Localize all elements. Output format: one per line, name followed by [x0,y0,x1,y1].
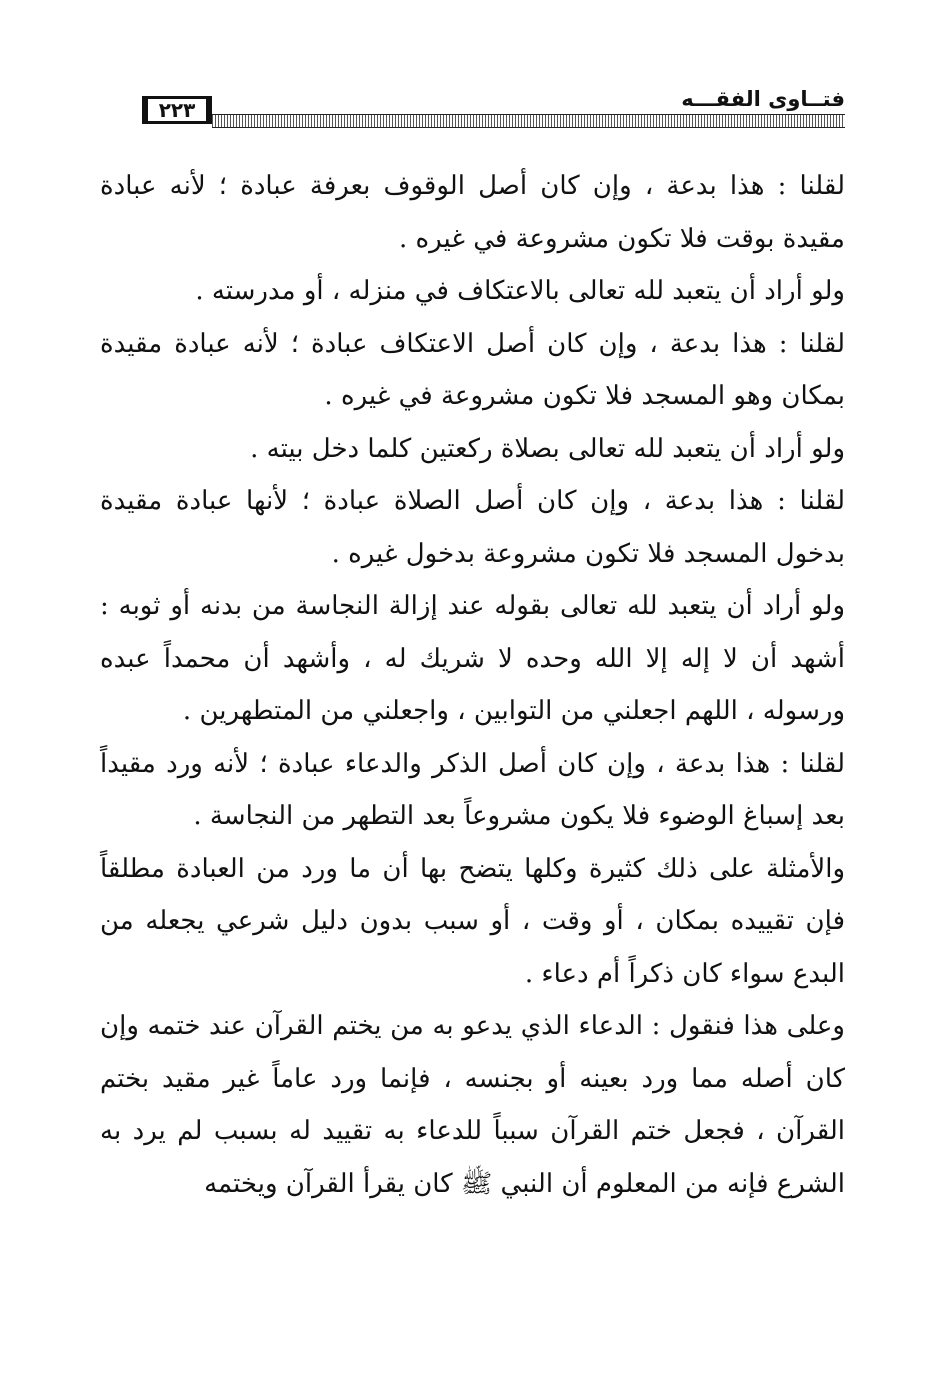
paragraph-3: لقلنا : هذا بدعة ، وإن كان أصل الاعتكاف عبادة ؛ لأنه عبادة مقيدة بمكان وهو المسجد فلا تكون مشروعة في غيره . [100,328,845,411]
book-title: فتــاوى الفقـــه [671,86,845,112]
paragraph-4: ولو أراد أن يتعبد لله تعالى بصلاة ركعتين كلما دخل بيته . [250,433,845,464]
page-body [100,160,845,1210]
page-number: ٢٢٣ [142,96,212,124]
paragraph-9: وعلى هذا فنقول : الدعاء الذي يدعو به من يختم القرآن عند ختمه وإن كان أصله مما ورد بعينه أو بجنسه ، فإنما ورد عاماً غير مقيد بختم القرآن ، فجعل ختم القرآن سبباً للدعاء به تقييد له بسبب لم يرد به الشرع فإنه من المعلوم أن النبي ﷺ كان يقرأ القرآن ويختمه [100,1011,845,1199]
header-rule [212,114,845,128]
page-header [100,86,845,132]
paragraph-2: ولو أراد أن يتعبد لله تعالى بالاعتكاف في منزله ، أو مدرسته . [195,276,845,306]
paragraph-6: ولو أراد أن يتعبد لله تعالى بقوله عند إزالة النجاسة من بدنه أو ثوبه : أشهد أن لا إله إلا الله وحده لا شريك له ، وأشهد أن محمداً عبده ورسوله ، اللهم اجعلني من التوابين ، واجعلني من المتطهرين . [100,591,845,726]
paragraph-8: والأمثلة على ذلك كثيرة وكلها يتضح بها أن ما ورد من العبادة مطلقاً فإن تقييده بمكان ، أو وقت ، أو سبب بدون دليل شرعي يجعله من البدع سواء كان ذكراً أم دعاء . [100,853,845,989]
paragraph-1: لقلنا : هذا بدعة ، وإن كان أصل الوقوف بعرفة عبادة ؛ لأنه عبادة مقيدة بوقت فلا تكون مشروعة في غيره . [100,171,845,254]
paragraph-5: لقلنا : هذا بدعة ، وإن كان أصل الصلاة عبادة ؛ لأنها عبادة مقيدة بدخول المسجد فلا تكون مشروعة بدخول غيره . [100,486,845,569]
paragraph-7: لقلنا : هذا بدعة ، وإن كان أصل الذكر والدعاء عبادة ؛ لأنه ورد مقيداً بعد إسباغ الوضوء فلا يكون مشروعاً بعد التطهر من النجاسة . [100,748,845,831]
